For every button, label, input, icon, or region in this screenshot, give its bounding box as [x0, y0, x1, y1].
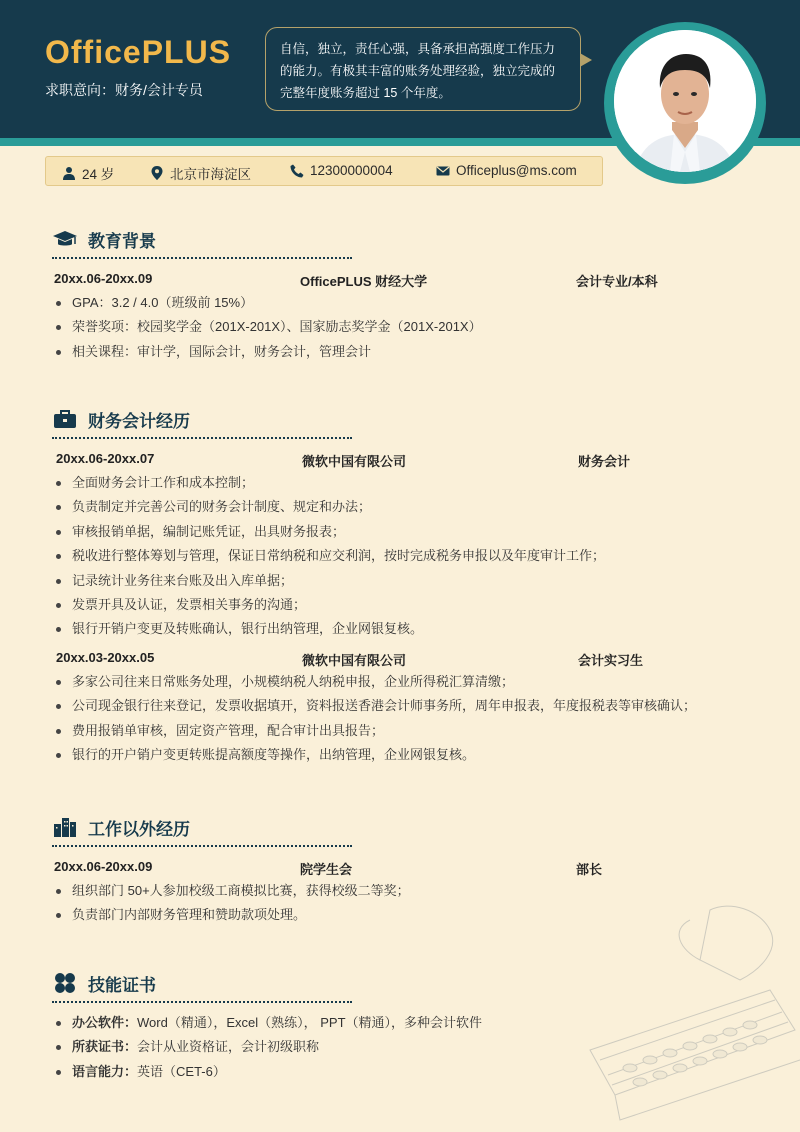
contact-bar	[45, 156, 603, 186]
entry-date: 20xx.06-20xx.07	[56, 451, 155, 466]
job-intent: 求职意向：财务/会计专员	[45, 82, 203, 98]
list-item: 发票开具及认证，发票相关事务的沟通；	[52, 593, 752, 617]
education-title	[52, 225, 752, 253]
clover-icon	[52, 972, 78, 994]
phone-icon	[290, 164, 304, 178]
entry-org: OfficePLUS 财经大学	[300, 274, 428, 289]
experience-entry-2-head	[52, 646, 752, 670]
list-item: 组织部门 50+人参加校级工商模拟比赛，获得校级二等奖；	[52, 879, 752, 903]
education-section	[52, 225, 752, 364]
skill-text: 会计从业资格证，会计初级职称	[137, 1039, 320, 1055]
experience-entry-1-head	[52, 447, 752, 471]
list-item: 负责制定并完善公司的财务会计制度、规定和办法；	[52, 495, 752, 519]
list-item: 审核报销单据，编制记账凭证，出具财务报表；	[52, 520, 752, 544]
contact-phone	[290, 163, 393, 178]
list-item: 负责部门内部财务管理和赞助款项处理。	[52, 903, 752, 927]
entry-role: 会计实习生	[578, 652, 644, 668]
graduation-cap-icon	[52, 228, 78, 250]
entry-org: 微软中国有限公司	[302, 454, 407, 469]
section-divider	[52, 257, 352, 259]
person-icon	[62, 166, 76, 180]
extra-title	[52, 813, 752, 841]
list-item: 费用报销单审核，固定资产管理，配合审计出具报告；	[52, 719, 752, 743]
experience-title	[52, 405, 752, 433]
education-entry-head	[52, 267, 752, 291]
skill-text: Word（精通），Excel（熟练）， PPT（精通），多种会计软件	[137, 1015, 483, 1030]
buildings-icon	[52, 816, 78, 838]
list-item: 全面财务会计工作和成本控制；	[52, 471, 752, 495]
summary-bubble: 自信，独立，责任心强，具备承担高强度工作压力的能力。有极其丰富的账务处理经验，独立完成的完整年度账务超过 15 个年度。	[265, 27, 581, 111]
briefcase-icon	[52, 408, 78, 430]
list-item: 公司现金银行往来登记，发票收据填开，资料报送香港会计师事务所，周年申报表，年度报税表等审核确认；	[52, 694, 752, 718]
candidate-name: OfficePLUS	[45, 34, 232, 70]
experience-section	[52, 405, 752, 767]
contact-email	[436, 163, 577, 178]
skill-label: 办公软件：	[72, 1015, 138, 1030]
abacus-sketch-illustration	[560, 900, 800, 1132]
section-divider	[52, 437, 352, 439]
age-text: 24 岁	[82, 167, 115, 182]
list-item: 税收进行整体筹划与管理，保证日常纳税和应交利润，按时完成税务申报以及年度审计工作；	[52, 544, 752, 568]
entry-date: 20xx.06-20xx.09	[54, 271, 153, 286]
experience-entry-1-bullets	[52, 471, 752, 642]
list-item: 记录统计业务往来台账及出入库单据；	[52, 569, 752, 593]
extra-title-text: 工作以外经历	[88, 819, 190, 839]
entry-org: 微软中国有限公司	[302, 652, 407, 668]
section-divider	[52, 1001, 352, 1003]
list-item: 荣誉奖项：校园奖学金（201X-201X）、国家励志奖学金（201X-201X）	[52, 315, 752, 339]
skill-label: 语言能力：	[72, 1063, 138, 1079]
mail-icon	[436, 164, 450, 178]
location-text: 北京市海淀区	[170, 167, 251, 182]
experience-entry-2-bullets	[52, 670, 752, 768]
entry-role: 部长	[576, 862, 603, 877]
entry-date: 20xx.06-20xx.09	[54, 859, 153, 874]
email-text: Officeplus@ms.com	[456, 163, 577, 178]
education-bullets	[52, 291, 752, 364]
list-item: GPA：3.2 / 4.0（班级前 15%）	[52, 291, 752, 315]
skill-label: 所获证书：	[72, 1039, 138, 1055]
list-item: 银行开销户变更及转账确认，银行出纳管理，企业网银复核。	[52, 617, 752, 641]
list-item: 多家公司往来日常账务处理，小规模纳税人纳税申报，企业所得税汇算清缴；	[52, 670, 752, 694]
entry-role: 会计专业/本科	[576, 274, 658, 289]
skills-title-text: 技能证书	[88, 975, 156, 995]
list-item: 相关课程：审计学，国际会计，财务会计，管理会计	[52, 340, 752, 364]
list-item: 银行的开户销户变更转账提高额度等操作，出纳管理，企业网银复核。	[52, 743, 752, 767]
section-divider	[52, 845, 352, 847]
location-pin-icon	[150, 166, 164, 180]
entry-org: 院学生会	[300, 862, 353, 877]
phone-text: 12300000004	[310, 163, 393, 178]
entry-date: 20xx.03-20xx.05	[56, 649, 155, 665]
profile-photo	[614, 30, 756, 172]
education-title-text: 教育背景	[88, 231, 156, 251]
contact-age	[62, 163, 114, 183]
extra-entry-head	[52, 855, 752, 879]
experience-title-text: 财务会计经历	[88, 411, 190, 431]
contact-location	[150, 163, 251, 183]
entry-role: 财务会计	[578, 454, 631, 469]
skill-text: 英语（CET-6）	[137, 1063, 226, 1079]
